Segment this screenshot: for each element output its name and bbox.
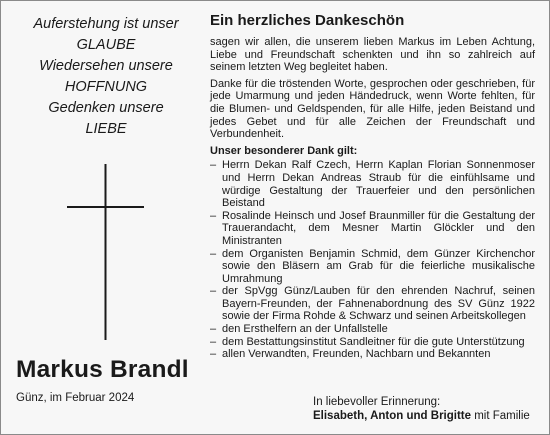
place-date: Günz, im Februar 2024 [16,392,135,404]
motto-line: HOFFNUNG [64,79,148,95]
dash-bullet: – [210,348,217,361]
list-item-text: dem Organisten Benjamin Schmid, dem Günzer Kirchenchor sowie den Bläsern am Grab für die feierliche musikalische Umrahmung [222,247,535,285]
thanks-title: Ein herzliches Dankeschön [210,12,405,29]
list-item [210,323,535,336]
motto-line: LIEBE [85,121,127,137]
closing-line: In liebevoller Erinnerung: [313,396,441,408]
dash-bullet: – [210,247,217,260]
motto-line: GLAUBE [76,37,136,53]
dash-bullet: – [210,285,217,298]
thanks-paragraph: sagen wir allen, die unserem lieben Markus im Leben Achtung, Liebe und Freundschaft schenkten und ihn so zahlreich auf seinem letzten Weg begleitet haben. [210,36,535,74]
list-item [210,336,535,349]
dash-bullet: – [210,323,217,336]
list-item [210,159,535,209]
dash-bullet: – [210,209,217,222]
dash-bullet: – [210,159,217,172]
dash-bullet: – [210,335,217,348]
thanks-paragraph: Danke für die tröstenden Worte, gesprochen oder geschrieben, für jede Umarmung und jeden Händedruck, wenn Worte fehlten, für die Blumen- und Geldspenden, für alle Hilfe, jeden Beistand und jedes Gebet und für alle Zeichen der Freundschaft und Verbundenheit. [210,77,535,141]
list-item [210,348,535,361]
signatory-names: Elisabeth, Anton und Brigitte [313,410,472,422]
special-thanks-list [210,159,535,361]
list-item-text: allen Verwandten, Freunden, Nachbarn und Bekannten [222,348,491,361]
list-item-text: den Ersthelfern an der Unfallstelle [222,323,388,336]
signatories [313,409,543,423]
closing-signature [313,395,543,423]
thanks-column [210,12,535,361]
list-item-text: dem Bestattungsinstitut Sandleitner für die gute Unterstützung [222,335,525,348]
list-item [210,210,535,248]
list-item-text: Rosalinde Heinsch und Josef Braunmiller für die Gestaltung der Trauerandacht, dem Mesner Martin Glöckler und den Ministranten [222,209,535,247]
list-item-text: Herrn Dekan Ralf Czech, Herrn Kaplan Florian Sonnenmoser und Herrn Dekan Andreas Straub für die einfühlsame und würdige Gestaltung der Trauerfeier und den persönlichen Beistand [222,159,535,210]
list-item-text: der SpVgg Günz/Lauben für den ehrenden Nachruf, seinen Bayern-Freunden, der Fahnenabordnung des SV Günz 1922 sowie der Firma Rohde & Schwarz und seinen Arbeitskollegen [222,285,535,323]
motto-line: Auferstehung ist unser [33,16,179,32]
signatory-suffix: mit Familie [471,410,530,422]
motto-line: Wiedersehen unsere [39,58,173,74]
list-item [210,248,535,286]
cross-icon [0,0,210,350]
list-item [210,285,535,323]
deceased-name: Markus Brandl [16,356,189,383]
motto-line: Gedenken unsere [48,100,164,116]
special-thanks-heading: Unser besonderer Dank gilt: [210,144,358,157]
